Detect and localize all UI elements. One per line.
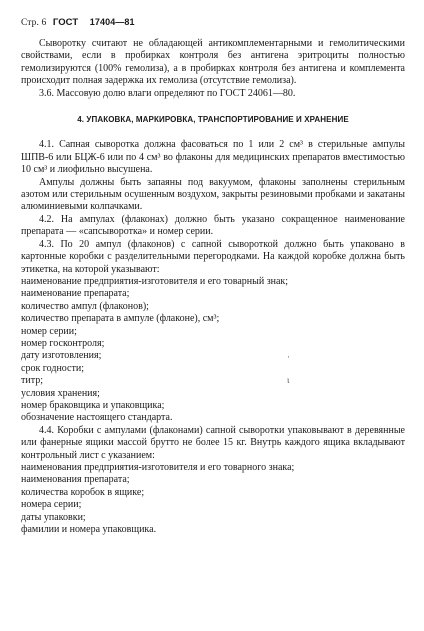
margin-mark: · bbox=[287, 352, 290, 362]
list-item: титр; bbox=[21, 375, 43, 387]
section-heading: 4. УПАКОВКА, МАРКИРОВКА, ТРАНСПОРТИРОВАНИЕ И ХРАНЕНИЕ bbox=[77, 115, 349, 125]
list-item: фамилии и номера упаковщика. bbox=[21, 524, 157, 536]
clause-3-6: 3.6. Массовую долю влаги определяют по ГОСТ 24061—80. bbox=[39, 87, 296, 99]
list-item: дату изготовления; bbox=[21, 350, 102, 362]
label-list bbox=[21, 276, 405, 425]
list-item: номера серии; bbox=[21, 499, 82, 511]
clause-4-3: 4.3. По 20 ампул (флаконов) с сапной сывороткой должно быть упаковано в картонные коробки с разделительными перегородками. На каждой коробке должна быть этикетка, на которой указывают: bbox=[21, 238, 405, 275]
list-item: номер браковщика и упаковщика; bbox=[21, 399, 165, 411]
standard-number: 17404—81 bbox=[89, 17, 135, 27]
ampoule-paragraph: Ампулы должны быть запаяны под вакуумом, флаконы заполнены стерильным азотом или стерильным осушенным воздухом, закрыты резиновыми пробками и закатаны алюминиевыми колпачками. bbox=[21, 176, 405, 213]
list-item: номер госконтроля; bbox=[21, 337, 105, 349]
list-item: наименование препарата; bbox=[21, 288, 130, 300]
list-item: наименования предприятия-изготовителя и его товарного знака; bbox=[21, 462, 295, 473]
list-item: количество препарата в ампуле (флаконе), см³; bbox=[21, 313, 220, 325]
page-label: Стр. 6 bbox=[21, 18, 47, 28]
list-item: даты упаковки; bbox=[21, 511, 86, 523]
list-item: срок годности; bbox=[21, 362, 84, 374]
page-body bbox=[21, 38, 405, 536]
list-item: номер серии; bbox=[21, 325, 77, 337]
margin-mark: ɩ bbox=[287, 375, 290, 385]
clause-4-4: 4.4. Коробки с ампулами (флаконами) сапной сыворотки упаковывают в деревянные или фанерные ящики массой брутто не более 15 кг. Внутрь каждого ящика вкладывают контрольный лист с указанием: bbox=[21, 424, 405, 461]
list-item: количество ампул (флаконов); bbox=[21, 300, 149, 312]
page-header bbox=[21, 17, 135, 28]
clause-4-1: 4.1. Сапная сыворотка должна фасоваться по 1 или 2 см³ в стерильные ампулы ШПВ-6 или БЦЖ-6 или по 4 см³ во флаконы для медицинских препаратов вместимостью 10 см³ и лиофильно высушена. bbox=[21, 139, 405, 176]
standard-label: ГОСТ bbox=[52, 17, 79, 28]
list-item: количества коробок в ящике; bbox=[21, 486, 145, 498]
section3-paragraph: Сыворотку считают не обладающей антикомплементарными и гемолитическими свойствами, если в пробирках контроля без антигена эритроциты полностью гемолизируются (100% гемолиза), а в пробирках контроля без антигена и комплемента происходит полная задержка их гемолиза (отсутствие гемолиза). bbox=[21, 38, 405, 87]
control-sheet-list bbox=[21, 462, 405, 536]
list-item: наименование предприятия-изготовителя и его товарный знак; bbox=[21, 275, 289, 287]
list-item: обозначение настоящего стандарта. bbox=[21, 412, 173, 424]
clause-4-2: 4.2. На ампулах (флаконах) должно быть указано сокращенное наименование препарата — «сапсыворотка» и номер серии. bbox=[21, 213, 405, 238]
list-item: наименования препарата; bbox=[21, 474, 130, 486]
list-item: условия хранения; bbox=[21, 387, 100, 399]
